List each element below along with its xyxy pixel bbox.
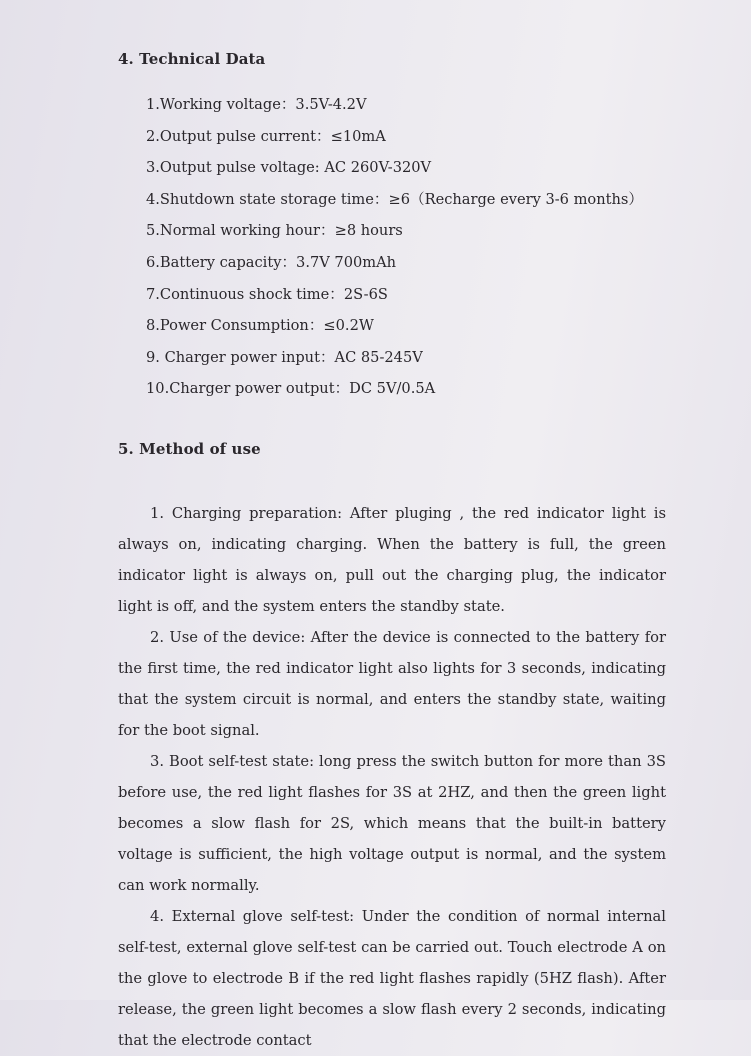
section-4-title: 4. Technical Data — [118, 50, 266, 68]
spec-item-9: 9. Charger power input：AC 85-245V — [146, 348, 423, 366]
paragraph-charging-preparation: 1. Charging preparation: After pluging , the red indicator light is always on, indicating charging. When the battery is full, the green indicator light is always on, pull out the charging plug, the indicator light is off, and the system enters the standby state. — [118, 505, 666, 615]
spec-item-1: 1.Working voltage：3.5V-4.2V — [146, 96, 367, 113]
spec-item-2: 2.Output pulse current：≤10mA — [146, 127, 386, 145]
spec-item-3: 3.Output pulse voltage: AC 260V-320V — [146, 159, 432, 177]
spec-item-6: 6.Battery capacity：3.7V 700mAh — [146, 253, 397, 271]
spec-item-8: 8.Power Consumption：≤0.2W — [146, 317, 374, 335]
spec-item-7: 7.Continuous shock time：2S-6S — [146, 285, 388, 303]
section-5-title: 5. Method of use — [118, 440, 261, 458]
spec-item-10: 10.Charger power output：DC 5V/0.5A — [146, 380, 436, 398]
paragraph-boot-self-test: 3. Boot self-test state: long press the switch button for more than 3S before use, the red light flashes for 3S at 2HZ, and then the green light becomes a slow flash for 2S, which means that the built-in battery voltage is sufficient, the high voltage output is normal, and the system can work normally. — [118, 753, 666, 894]
paragraph-external-glove-self-test: 4. External glove self-test: Under the condition of normal internal self-test, external glove self-test can be carried out. Touch electrode A on the glove to electrode B if the red light flashes rapidly (5HZ flash). After release, the green light becomes a slow flash every 2 seconds, indicating that the electrode contact — [118, 908, 666, 1049]
technical-data-list — [146, 93, 643, 409]
paragraph-use-of-device: 2. Use of the device: After the device is connected to the battery for the first time, the red indicator light also lights for 3 seconds, indicating that the system circuit is normal, and enters the standby state, waiting for the boot signal. — [118, 629, 666, 739]
spec-item-5: 5.Normal working hour：≥8 hours — [146, 222, 403, 240]
method-of-use-text — [118, 498, 666, 1056]
spec-item-4: 4.Shutdown state storage time：≥6（Recharge every 3-6 months） — [146, 190, 643, 208]
